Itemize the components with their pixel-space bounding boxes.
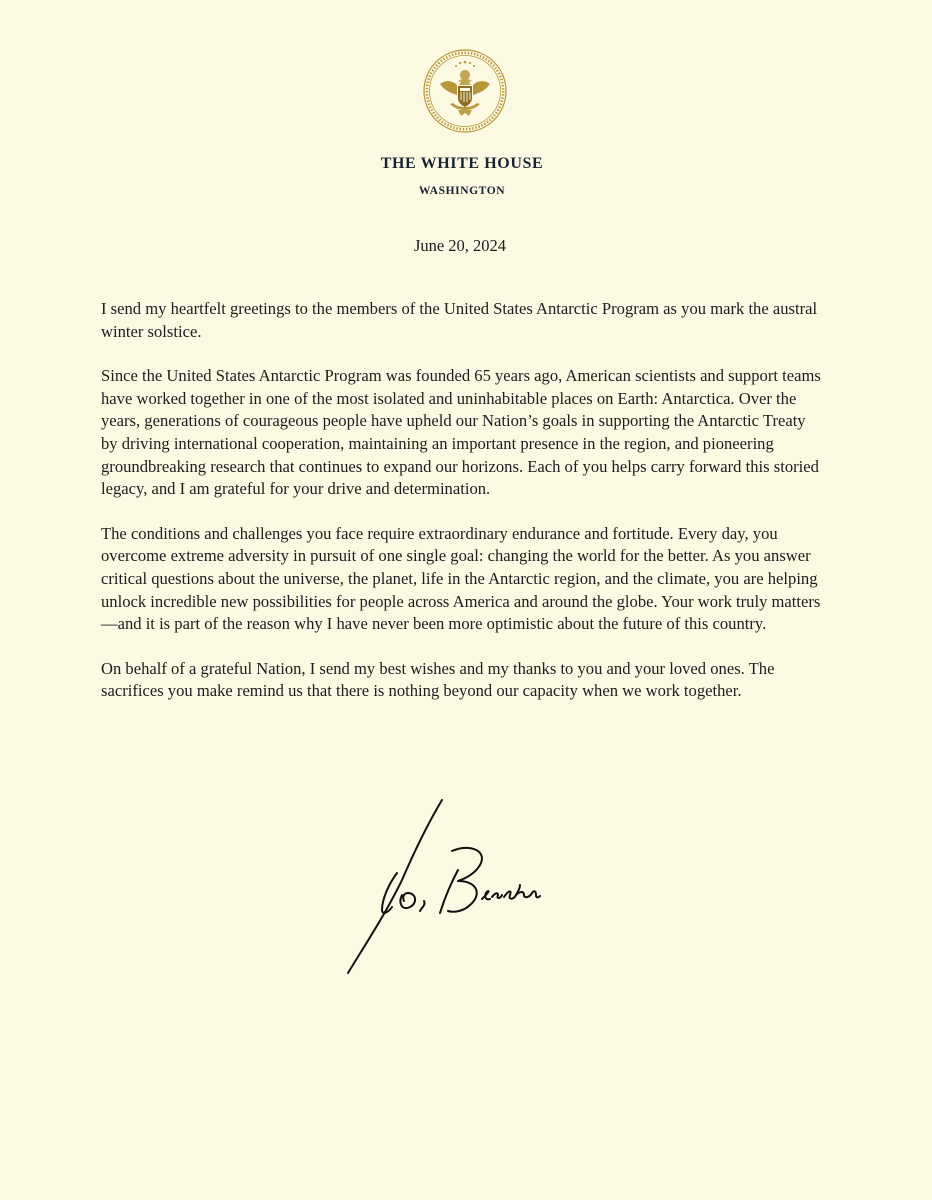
letterhead-title: THE WHITE HOUSE <box>380 155 544 172</box>
paragraph-1: I send my heartfelt greetings to the members of the United States Antarctic Program as you mark the austral winter solstice. <box>101 299 818 341</box>
letter-body <box>101 298 826 725</box>
paragraph-4: On behalf of a grateful Nation, I send my best wishes and my thanks to you and your loved ones. The sacrifices you make remind us that there is nothing beyond our capacity when we work together. <box>101 658 775 701</box>
presidential-seal-icon <box>422 48 508 134</box>
letterhead-subtitle: WASHINGTON <box>418 185 506 197</box>
paragraph-3: The conditions and challenges you face require extraordinary endurance and fortitude. Every day, you overcome extreme adversity in pursuit of one single goal: changing the world for the better. As you answer critical questions about the universe, the planet, life in the Antarctic region, and the climate, you are helping unlock incredible new possibilities for people across America and around the globe. Your work truly matters—and it is part of the reason why I have never been more optimistic about the future of this country. <box>101 523 821 634</box>
paragraph-2: Since the United States Antarctic Program was founded 65 years ago, American scientists and support teams have worked together in one of the most isolated and uninhabitable places on Earth: Antarctica. Over the years, generations of courageous people have upheld our Nation’s goals in supporting the Antarctic Treaty by driving international cooperation, maintaining an important presence in the region, and pioneering groundbreaking research that continues to expand our horizons. Each of you helps carry forward this storied legacy, and I am grateful for your drive and determination. <box>101 366 821 499</box>
handwritten-signature-icon <box>340 795 550 980</box>
letter-date: June 20, 2024 <box>413 236 507 255</box>
